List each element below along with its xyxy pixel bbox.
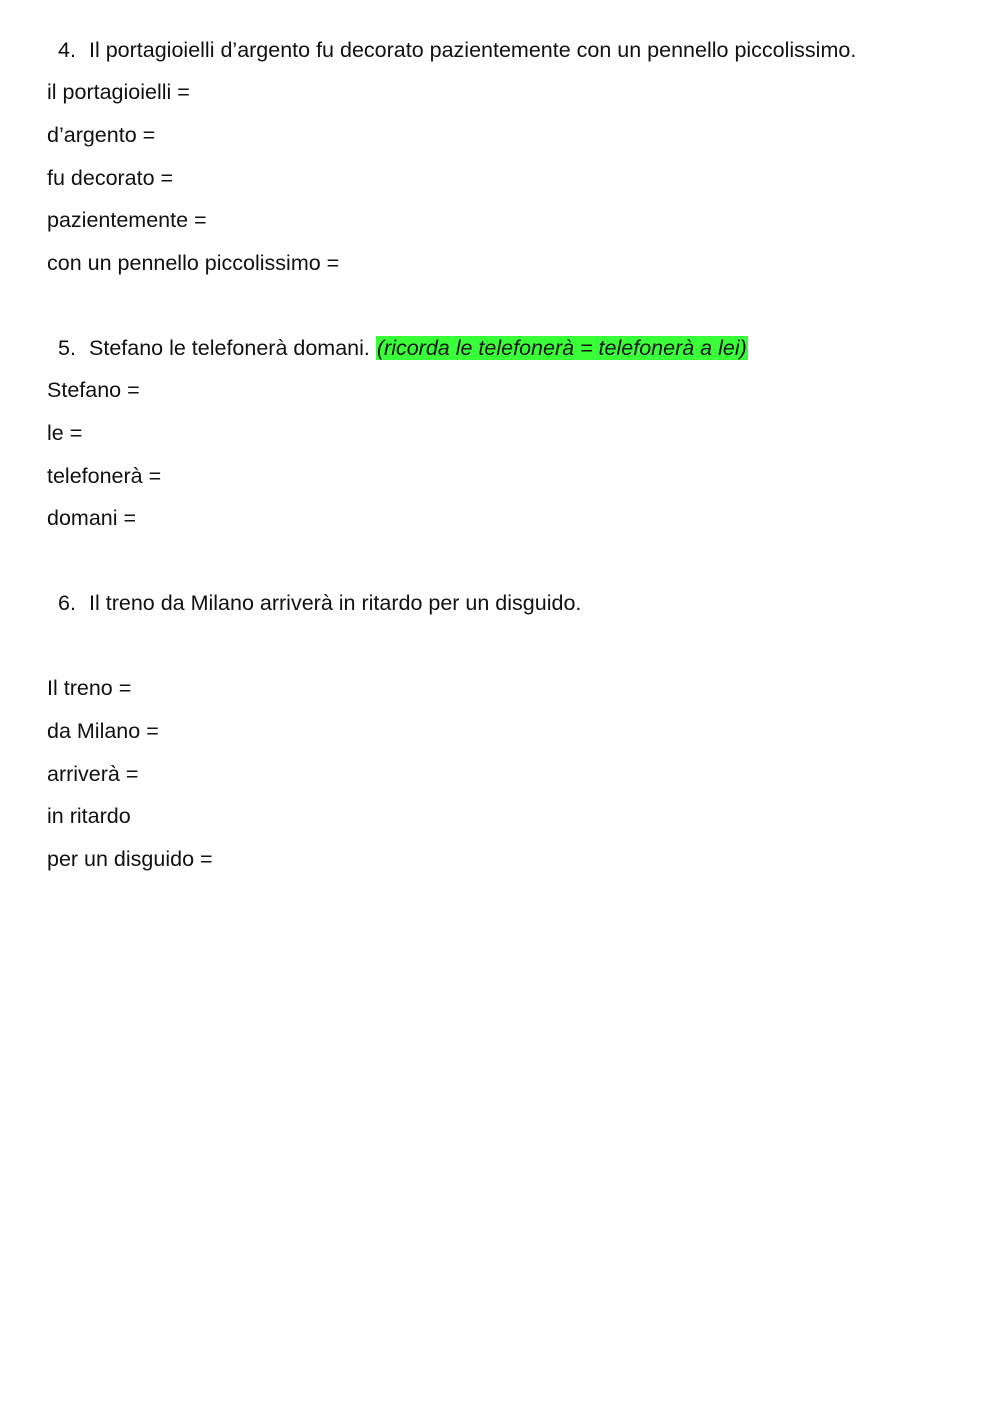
highlighted-hint: (ricorda le telefonerà = telefonerà a lei) bbox=[376, 336, 747, 360]
exercise-6-heading bbox=[58, 590, 581, 616]
exercise-4-heading bbox=[58, 37, 856, 63]
analysis-item: arriverà = bbox=[47, 762, 139, 786]
analysis-item: domani = bbox=[47, 506, 137, 530]
analysis-item: il portagioielli = bbox=[47, 80, 190, 104]
analysis-item: d’argento = bbox=[47, 123, 156, 147]
analysis-item: Stefano = bbox=[47, 378, 140, 402]
exercise-sentence: Il portagioielli d’argento fu decorato pazientemente con un pennello piccolissimo. bbox=[89, 38, 857, 62]
exercise-sentence: Il treno da Milano arriverà in ritardo per un disguido. bbox=[89, 591, 582, 615]
exercise-number: 6. bbox=[58, 591, 76, 615]
analysis-item: per un disguido = bbox=[47, 847, 213, 871]
analysis-item: le = bbox=[47, 421, 83, 445]
analysis-item: con un pennello piccolissimo = bbox=[47, 251, 340, 275]
analysis-item: telefonerà = bbox=[47, 464, 162, 488]
exercise-5-heading bbox=[58, 335, 748, 361]
analysis-item: fu decorato = bbox=[47, 166, 174, 190]
analysis-item: in ritardo bbox=[47, 804, 131, 828]
analysis-item: pazientemente = bbox=[47, 208, 207, 232]
exercise-sentence: Stefano le telefonerà domani. bbox=[89, 336, 370, 360]
exercise-number: 5. bbox=[58, 336, 76, 360]
analysis-item: Il treno = bbox=[47, 676, 132, 700]
analysis-item: da Milano = bbox=[47, 719, 159, 743]
exercise-number: 4. bbox=[58, 38, 76, 62]
